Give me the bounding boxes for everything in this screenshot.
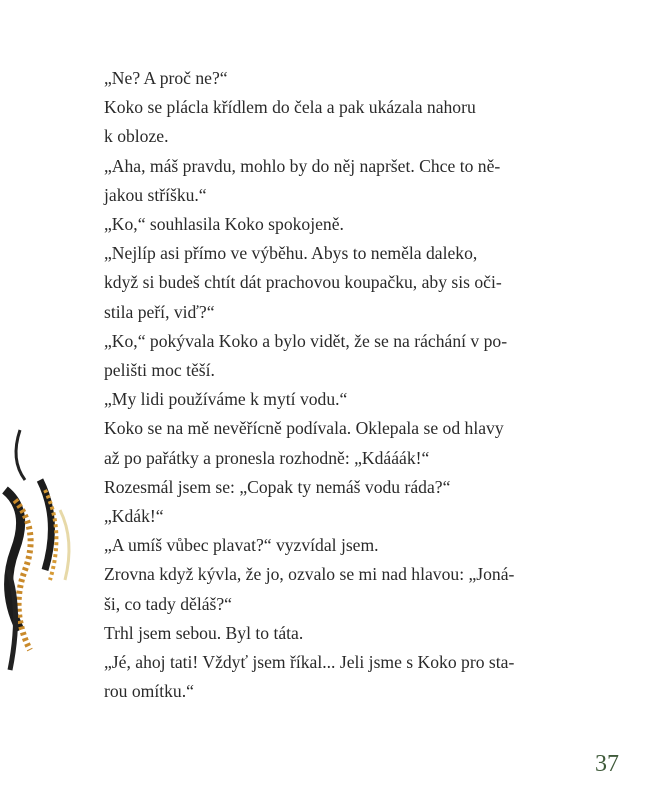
- text-line: až po pařátky a pronesla rozhodně: „Kdááák!“: [104, 447, 430, 468]
- text-line: pelišti moc těší.: [104, 360, 215, 381]
- text-line: „Ko,“ pokývala Koko a bylo vidět, že se na ráchání v po-: [104, 330, 508, 351]
- text-line: „My lidi používáme k mytí vodu.“: [104, 389, 348, 410]
- text-line: Rozesmál jsem se: „Copak ty nemáš vodu ráda?“: [104, 476, 451, 497]
- text-line: „Aha, máš pravdu, mohlo by do něj napršet. Chce to ně-: [104, 155, 501, 176]
- text-line: stila peří, viď?“: [104, 301, 215, 322]
- text-line: Trhl jsem sebou. Byl to táta.: [104, 622, 304, 643]
- text-line: Zrovna když kývla, že jo, ozvalo se mi nad hlavou: „Joná-: [104, 564, 515, 585]
- text-line: Koko se plácla křídlem do čela a pak ukázala nahoru: [104, 97, 476, 118]
- text-line: k obloze.: [104, 126, 169, 147]
- text-line: „Ne? A proč ne?“: [104, 68, 228, 88]
- text-line: Koko se na mě nevěřícně podívala. Oklepala se od hlavy: [104, 418, 504, 439]
- page-text: [104, 64, 604, 706]
- decorative-feathers-illustration: [0, 420, 80, 690]
- page-number: 37: [595, 751, 619, 777]
- text-line: ši, co tady děláš?“: [104, 593, 232, 614]
- text-line: „A umíš vůbec plavat?“ vyzvídal jsem.: [104, 535, 379, 556]
- text-line: „Nejlíp asi přímo ve výběhu. Abys to neměla daleko,: [104, 243, 478, 264]
- text-line: rou omítku.“: [104, 681, 194, 702]
- text-line: „Jé, ahoj tati! Vždyť jsem říkal... Jeli jsme s Koko pro sta-: [104, 652, 515, 673]
- text-line: „Kdák!“: [104, 506, 164, 527]
- text-line: „Ko,“ souhlasila Koko spokojeně.: [104, 214, 344, 235]
- text-line: jakou stříšku.“: [104, 184, 207, 205]
- text-line: když si budeš chtít dát prachovou koupačku, aby sis oči-: [104, 272, 502, 293]
